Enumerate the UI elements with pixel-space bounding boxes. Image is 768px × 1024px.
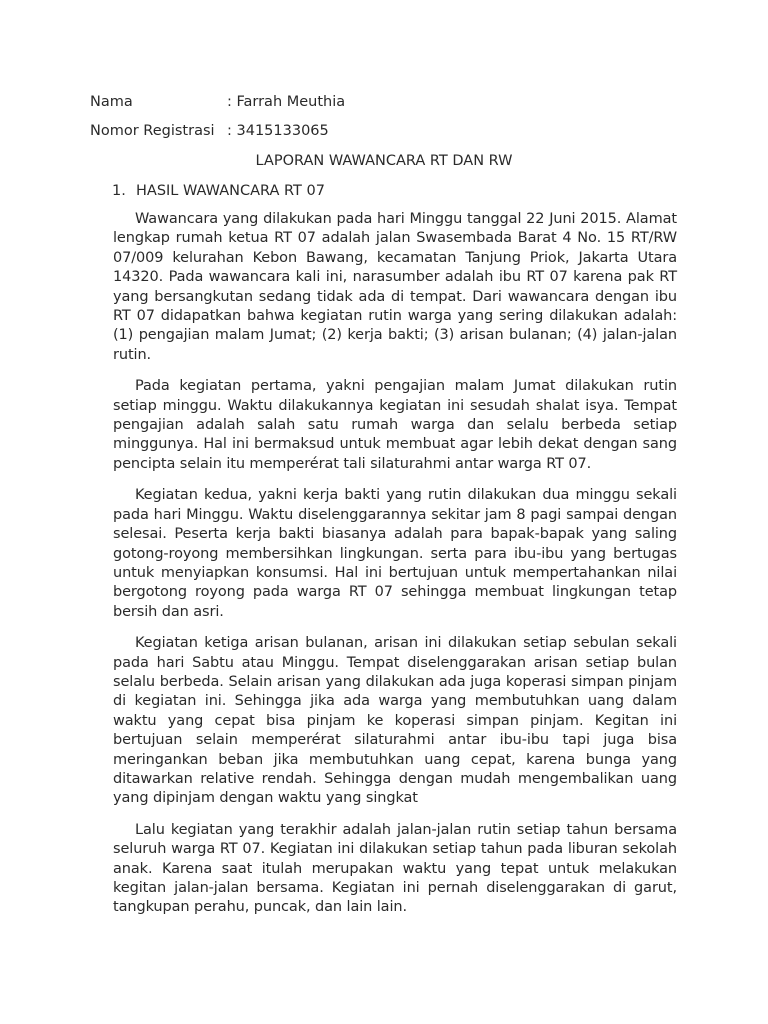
section-title: HASIL WAWANCARA RT 07 bbox=[136, 183, 325, 199]
report-body bbox=[113, 210, 677, 930]
section-heading bbox=[112, 181, 325, 201]
paragraph-kerja-bakti: Kegiatan kedua, yakni kerja bakti yang rutin dilakukan dua minggu sekali pada hari Minggu. Waktu diselenggarannya sekitar jam 8 pagi sampai dengan selesai. Peserta kerja bakti biasanya adalah para bapak-bapak yang saling gotong-royong membersihkan lingkungan. serta para ibu-ibu yang bertugas untuk menyiapkan konsumsi. Hal ini bertujuan untuk mempertahankan nilai bergotong royong pada warga RT 07 sehingga membuat lingkungan tetap bersih dan asri. bbox=[113, 487, 677, 620]
name-value: : Farrah Meuthia bbox=[227, 94, 346, 110]
paragraph-interview-intro: Wawancara yang dilakukan pada hari Minggu tanggal 22 Juni 2015. Alamat lengkap rumah ketua RT 07 adalah jalan Swasembada Barat 4 No. 15 RT/RW 07/009 kelurahan Kebon Bawang, kecamatan Tanjung Priok, Jakarta Utara 14320. Pada wawancara kali ini, narasumber adalah ibu RT 07 karena pak RT yang bersangkutan sedang tidak ada di tempat. Dari wawancara dengan ibu RT 07 didapatkan bahwa kegiatan rutin warga yang sering dilakukan adalah: (1) pengajian malam Jumat; (2) kerja bakti; (3) arisan bulanan; (4) jalan-jalan rutin. bbox=[113, 211, 677, 363]
registration-row bbox=[90, 121, 329, 141]
report-title: LAPORAN WAWANCARA RT DAN RW bbox=[255, 153, 513, 169]
section-number: 1. bbox=[112, 183, 126, 199]
paragraph-pengajian: Pada kegiatan pertama, yakni pengajian malam Jumat dilakukan rutin setiap minggu. Waktu dilakukannya kegiatan ini sesudah shalat isya. Tempat pengajian adalah salah satu rumah warga dan selalu berbeda setiap minggunya. Hal ini bermaksud untuk membuat agar lebih dekat dengan sang pencipta selain itu memperérat tali silaturahmi antar warga RT 07. bbox=[113, 378, 677, 472]
paragraph-jalan-jalan: Lalu kegiatan yang terakhir adalah jalan-jalan rutin setiap tahun bersama seluruh warga RT 07. Kegiatan ini dilakukan setiap tahun pada liburan sekolah anak. Karena saat itulah merupakan waktu yang tepat untuk melakukan kegitan jalan-jalan bersama. Kegiatan ini pernah diselenggarakan di garut, tangkupan perahu, puncak, dan lain lain. bbox=[113, 821, 677, 916]
registration-label: Nomor Registrasi bbox=[90, 123, 215, 139]
paragraph-arisan: Kegiatan ketiga arisan bulanan, arisan ini dilakukan setiap sebulan sekali pada hari Sabtu atau Minggu. Tempat diselenggarakan arisan setiap bulan selalu berbeda. Selain arisan yang dilakukan ada juga koperasi simpan pinjam di kegiatan ini. Sehingga jika ada warga yang membutuhkan uang dalam waktu yang cepat bisa pinjam ke koperasi simpan pinjam. Kegitan ini bertujuan selain memperérat silaturahmi antar ibu-ibu tapi juga bisa meringankan beban jika membutuhkan uang cepat, karena bunga yang ditawarkan relative rendah. Sehingga dengan mudah mengembalikan uang yang dipinjam dengan waktu yang singkat bbox=[113, 635, 677, 807]
name-row bbox=[90, 92, 345, 112]
name-label: Nama bbox=[90, 94, 133, 110]
registration-value: : 3415133065 bbox=[227, 123, 329, 139]
